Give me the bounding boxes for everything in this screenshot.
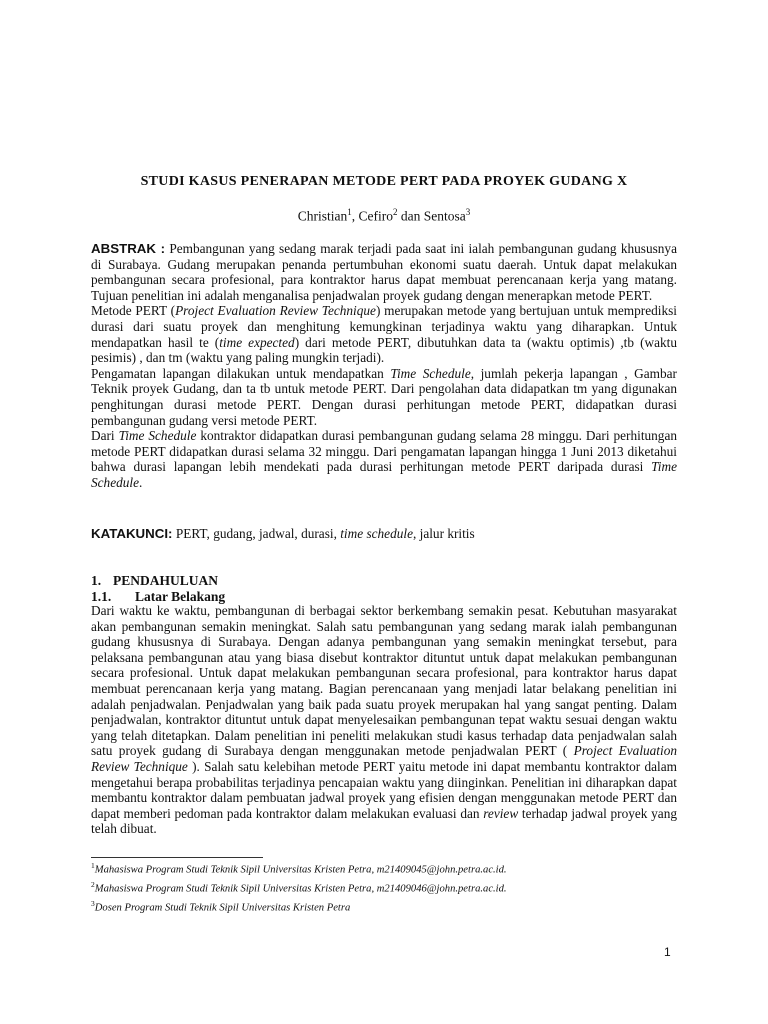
- abstract-paragraph: [91, 303, 677, 365]
- abstract-text: Pengamatan lapangan dilakukan untuk mendapatkan: [91, 365, 391, 381]
- section-title: PENDAHULUAN: [113, 573, 219, 588]
- footnote: [91, 859, 691, 878]
- abstract-italic-text: Time Schedule: [118, 428, 197, 444]
- keywords-text: , jalur kritis: [412, 526, 475, 541]
- page-number: 1: [664, 945, 671, 959]
- abstract-text: , jumlah pekerja lapangan , Gambar Teknik proyek Gudang, dan ta tb untuk metode PERT. Dari pengolahan data didapatkan tm yang digunakan penghitungan durasi metode PERT. Dengan durasi perhitungan metode PERT, didapatkan durasi pembangunan gudang versi metode PERT.: [91, 365, 677, 428]
- abstract-paragraph: [91, 366, 677, 428]
- footnote-mark: 3: [91, 899, 95, 909]
- footnote: [91, 897, 691, 916]
- body-text: terhadap jadwal proyek yang telah dibuat.: [91, 805, 677, 837]
- abstract-paragraph: [91, 241, 677, 303]
- keywords-label: KATAKUNCI:: [91, 526, 173, 541]
- body-section: [91, 603, 677, 837]
- footnote-mark: 2: [91, 880, 95, 890]
- abstract-text: ) merupakan metode yang bertujuan untuk memprediksi durasi dari suatu proyek dan menghitung kemungkinan terjadinya waktu yang diharapkan. Untuk mendapatkan hasil te (: [91, 303, 677, 350]
- author-affiliation-mark: 2: [393, 207, 398, 217]
- section-number: 1.: [91, 573, 102, 588]
- footnote-text: Mahasiswa Program Studi Teknik Sipil Universitas Kristen Petra, m21409046@john.petra.ac.id.: [94, 883, 507, 895]
- abstract-text: Pembangunan yang sedang marak terjadi pada saat ini ialah pembangunan gudang khususnya di Surabaya. Gudang merupakan penanda pertumbuhan ekonomi suatu daerah. Untuk dapat melakukan pembangunan secara profesional, para kontraktor harus dapat membuat perencanaan kerja yang matang. Tujuan penelitian ini adalah menganalisa penjadwalan proyek gudang dengan menerapkan metode PERT.: [91, 241, 677, 303]
- author-separator: ,: [351, 208, 359, 224]
- subsection-title: Latar Belakang: [135, 589, 226, 604]
- abstract-text: Dari: [91, 428, 119, 444]
- abstract-section: [91, 241, 677, 491]
- section-heading: [91, 573, 218, 589]
- abstract-text: .: [139, 474, 143, 490]
- abstract-paragraph: [91, 428, 677, 490]
- author-affiliation-mark: 3: [465, 207, 471, 217]
- abstract-text: Metode PERT (: [91, 303, 176, 319]
- footnote-divider: [91, 857, 263, 858]
- body-paragraph: [91, 603, 677, 837]
- keywords-italic-text: time schedule: [340, 526, 413, 541]
- author-affiliation-mark: 1: [347, 207, 352, 217]
- author-line: [0, 207, 768, 225]
- subsection-number: 1.1.: [91, 589, 112, 604]
- keywords-text: PERT, gudang, jadwal, durasi,: [172, 526, 341, 541]
- body-text: ). Salah satu kelebihan metode PERT yaitu metode ini dapat membantu kontraktor dalam mengetahui berapa probabilitas terjadinya pencapaian waktu yang diinginkan. Penelitian ini diharapkan dapat membantu kontraktor dalam pembuatan jadwal proyek yang efisien dengan menggunakan metode PERT dan dapat memberi pedoman pada kontraktor dalam melakukan evaluasi dan: [91, 758, 677, 821]
- body-italic-text: Project Evaluation Review Technique: [91, 743, 677, 774]
- author-separator: dan: [397, 208, 424, 224]
- keywords-paragraph: [91, 526, 677, 542]
- body-text: Dari waktu ke waktu, pembangunan di berbagai sektor berkembang semakin pesat. Kebutuhan masyarakat akan pembangunan semakin meningkat. Salah satu pembangunan yang sedang marak ialah pembangunan gudang khususnya di Surabaya. Dengan adanya pembangunan yang semakin meningkat tersebut, para pelaksana pembangunan atau yang biasa disebut kontraktor dituntut untuk dapat melakukan pembangunan secara profesional. Untuk dapat melakukan pembangunan secara profesional, para kontraktor harus dapat membuat perencanaan kerja yang matang. Bagian perencanaan yang menjadi latar belakang penelitian ini adalah penjadwalan. Penjadwalan yang baik pada suatu proyek merupakan hal yang sangat penting. Dalam penjadwalan, kontraktor dituntut untuk dapat menyelesaikan pembangunan tepat waktu sesuai dengan waktu yang telah ditetapkan. Dalam penelitian ini peneliti melakukan studi kasus terhadap data penjadwalan salah satu proyek gudang di Surabaya dengan menggunakan metode penjadwalan PERT (: [91, 603, 677, 759]
- abstract-label: ABSTRAK :: [91, 241, 166, 256]
- abstract-italic-text: time expected: [219, 334, 295, 350]
- author-name: Christian: [297, 208, 348, 224]
- abstract-text: kontraktor didapatkan durasi pembangunan gudang selama 28 minggu. Dari perhitungan metode PERT didapatkan durasi selama 32 minggu. Dari pengamatan lapangan hingga 1 Juni 2013 diketahui bahwa durasi lapangan lebih mendekati pada durasi perhitungan metode PERT daripada durasi: [91, 428, 678, 475]
- footnote-mark: 1: [91, 861, 95, 870]
- keywords-section: [91, 526, 677, 542]
- abstract-italic-text: Project Evaluation Review Technique: [175, 303, 376, 319]
- footnote-text: Dosen Program Studi Teknik Sipil Universitas Kristen Petra: [94, 902, 351, 914]
- author-name: Cefiro: [358, 208, 393, 224]
- footnote-text: Mahasiswa Program Studi Teknik Sipil Universitas Kristen Petra, m21409045@john.petra.ac.id.: [94, 864, 507, 876]
- abstract-italic-text: Time Schedule: [390, 365, 471, 381]
- footnotes: [91, 859, 691, 916]
- author-name: Sentosa: [423, 208, 466, 224]
- paper-title: STUDI KASUS PENERAPAN METODE PERT PADA PROYEK GUDANG X: [140, 174, 628, 189]
- body-italic-text: review: [483, 805, 519, 821]
- abstract-italic-text: Time Schedule: [91, 459, 677, 490]
- abstract-text: ) dari metode PERT, dibutuhkan data ta (waktu optimis) ,tb (waktu pesimis) , dan tm (waktu yang paling mungkin terjadi).: [91, 334, 678, 366]
- footnote: [91, 878, 691, 897]
